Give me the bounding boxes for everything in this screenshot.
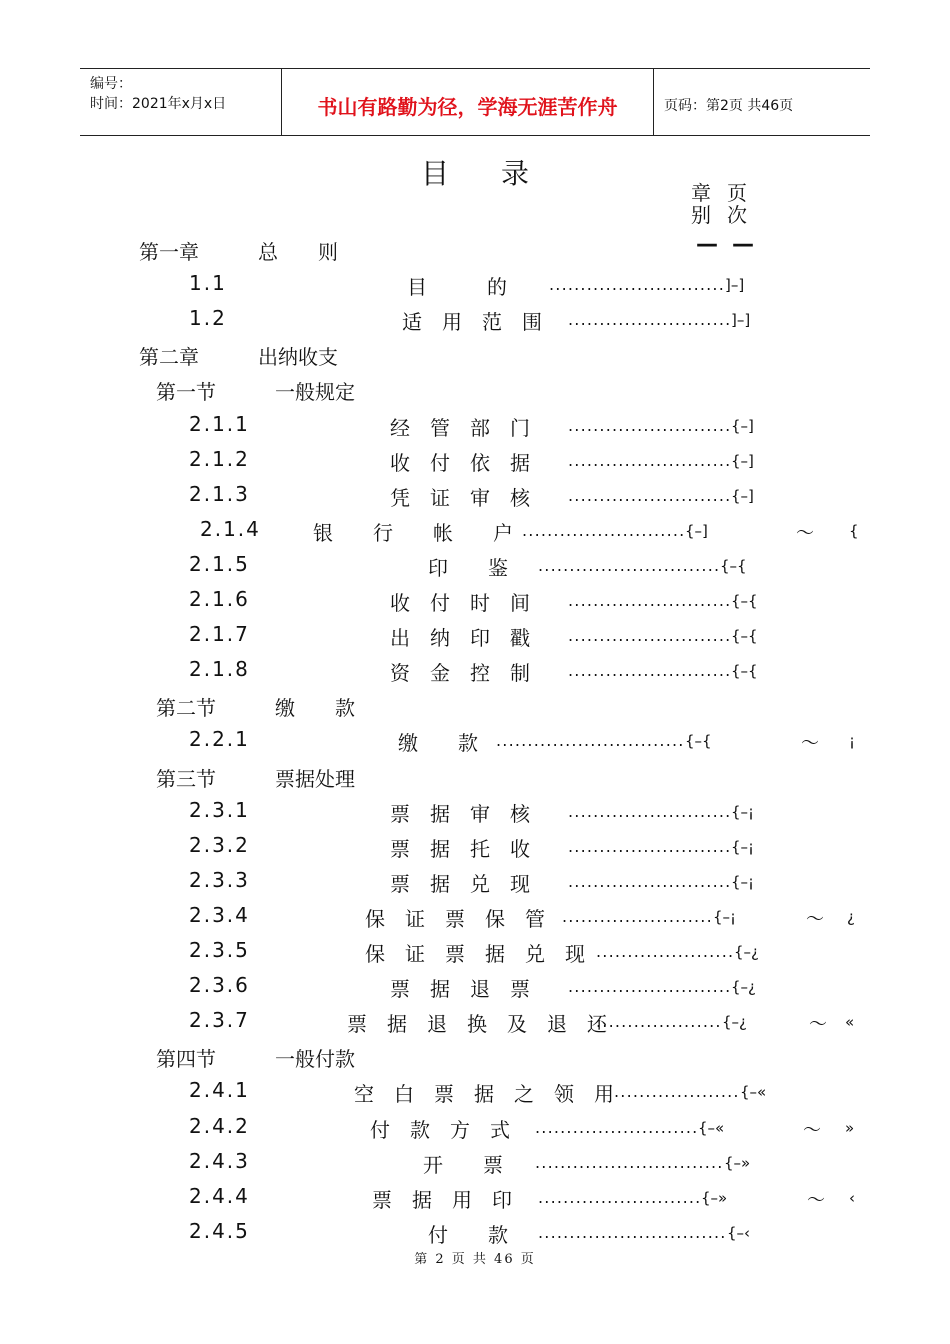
toc-dot-leader: .......................... — [568, 977, 732, 997]
toc-row — [0, 408, 950, 443]
toc-row — [0, 478, 950, 513]
toc-range-end: ¡ — [849, 732, 856, 751]
toc-entry-number: 2.1.7 — [189, 622, 250, 647]
toc-dot-leader: .............................. — [538, 1222, 727, 1242]
toc-page-ref: {–¡ — [731, 872, 755, 891]
toc-row — [0, 1110, 950, 1145]
toc-dot-leader: .............................. — [496, 731, 685, 751]
toc-entry-number: 2.1.5 — [189, 551, 250, 576]
toc-entry-title: 印 鉴 — [428, 555, 508, 580]
toc-entry-title: 票 据 审 核 — [390, 801, 530, 826]
toc-row — [0, 653, 950, 688]
toc-entry-title: 付 款 方 式 — [370, 1117, 510, 1142]
toc-entry-number: 2.3.6 — [189, 973, 250, 998]
toc-entry-title: 收 付 依 据 — [390, 450, 530, 475]
toc-entry-number: 2.4.1 — [189, 1078, 250, 1103]
toc-entry-number: 2.1.2 — [189, 446, 250, 471]
header-page-cell — [654, 69, 870, 135]
toc-entry-title: 保 证 票 保 管 — [365, 906, 545, 931]
toc-row — [0, 688, 950, 723]
toc-range-end: ‹ — [849, 1188, 855, 1207]
toc-dot-leader: ...................... — [596, 942, 735, 961]
toc-dot-leader: .......................... — [522, 520, 686, 540]
toc-dot-leader: .......................... — [568, 661, 732, 681]
toc-dot-leader: .......................... — [535, 1117, 699, 1137]
toc-range-tilde: ～ — [807, 1189, 825, 1211]
toc-entry-title: 开 票 — [423, 1152, 503, 1177]
header-meta-cell — [80, 69, 282, 135]
toc-title: 目录 — [420, 157, 581, 190]
toc-entry-number: 2.3.4 — [189, 902, 250, 927]
toc-dot-leader: .................... — [614, 1082, 740, 1102]
toc-row — [0, 1145, 950, 1180]
column-head-dash-page: — — [732, 232, 754, 257]
toc-range-end: { — [849, 521, 859, 540]
toc-page-ref: ]–] — [725, 276, 745, 295]
toc-entry-title: 收 付 时 间 — [390, 591, 530, 615]
toc-row — [0, 513, 950, 548]
toc-entry-number: 2.1.8 — [189, 657, 250, 682]
toc-row — [0, 302, 950, 337]
toc-entry-title: 凭 证 审 核 — [390, 485, 530, 510]
toc-row — [0, 548, 950, 583]
toc-row — [0, 583, 950, 618]
toc-row — [0, 618, 950, 653]
document-number-label: 编号： — [90, 76, 132, 92]
toc-dot-leader: .......................... — [568, 801, 732, 821]
toc-page-ref: {–] — [685, 521, 708, 540]
toc-row — [0, 934, 950, 969]
toc-entry-title: 票 据 托 收 — [390, 836, 530, 861]
toc-entry-title: 付 款 — [428, 1222, 508, 1247]
toc-entry-title: 出 纳 印 戳 — [390, 626, 530, 651]
toc-entry-number: 2.3.1 — [189, 797, 250, 822]
toc-entry-number: 1.2 — [189, 306, 227, 331]
toc-row — [0, 1039, 950, 1074]
toc-entry-number: 2.3.2 — [189, 832, 250, 857]
toc-entry-title: 适 用 范 围 — [402, 310, 542, 335]
column-head-page: 页 次 — [727, 181, 747, 227]
toc-entry-title: 票 据 兑 现 — [390, 871, 530, 896]
toc-entry-title: 目 的 — [407, 275, 507, 300]
toc-page-ref: {–¡ — [731, 802, 755, 821]
toc-entry-title: 一般规定 — [275, 380, 355, 405]
toc-row — [0, 759, 950, 794]
toc-dot-leader: .......................... — [568, 836, 732, 856]
toc-dot-leader: ............................ — [549, 275, 726, 295]
toc-dot-leader: ............................. — [538, 555, 721, 575]
toc-range-tilde: ～ — [796, 522, 814, 544]
document-time-label: 时间：2021年x月x日 — [90, 96, 227, 112]
toc-heading-label: 第二章 — [139, 345, 199, 370]
toc-range-tilde: ～ — [803, 1119, 821, 1141]
toc-row — [0, 829, 950, 864]
toc-entry-number: 2.4.3 — [189, 1148, 250, 1173]
toc-dot-leader: .......................... — [568, 871, 732, 891]
toc-dot-leader: .................... — [596, 1012, 722, 1032]
toc-dot-leader: .......................... — [568, 415, 732, 435]
toc-entry-title: 出纳收支 — [258, 345, 338, 370]
toc-page-ref: {–« — [740, 1083, 767, 1102]
toc-row — [0, 372, 950, 407]
toc-entry-number: 2.4.5 — [189, 1218, 250, 1243]
toc-page-ref: {–{ — [685, 732, 712, 751]
toc-row — [0, 794, 950, 829]
toc-entry-number: 1.1 — [189, 271, 227, 296]
toc-entry-title: 票 据 用 印 — [372, 1187, 512, 1212]
toc-entry-number: 2.1.4 — [200, 516, 261, 541]
toc-dot-leader: .............................. — [535, 1152, 724, 1172]
toc-page-ref: ]–] — [731, 311, 751, 330]
toc-dot-leader: .......................... — [568, 591, 732, 610]
toc-dot-leader: .......................... — [568, 310, 732, 330]
toc-range-end: « — [845, 1013, 855, 1032]
toc-row — [0, 899, 950, 934]
toc-heading-label: 第一章 — [139, 240, 199, 264]
document-header — [80, 68, 870, 136]
header-page-info: 页码：第2页 共46页 — [664, 98, 794, 114]
header-motto: 书山有路勤为径，学海无涯苦作舟 — [317, 95, 618, 119]
toc-entry-number: 2.3.7 — [189, 1008, 250, 1033]
toc-page-ref: {–{ — [731, 627, 758, 646]
toc-range-end: ¿ — [847, 907, 855, 926]
toc-range-tilde: ～ — [801, 733, 819, 755]
toc-row — [0, 864, 950, 899]
toc-range-tilde: ～ — [809, 1014, 827, 1036]
toc-entry-number: 2.2.1 — [189, 727, 250, 752]
toc-row — [0, 1074, 950, 1109]
toc-entry-number: 2.3.3 — [189, 867, 250, 892]
toc-entry-title: 经 管 部 门 — [390, 415, 530, 440]
toc-entry-title: 空 白 票 据 之 领 用 — [354, 1082, 614, 1107]
toc-entry-number: 2.1.3 — [189, 481, 250, 506]
toc-row — [0, 337, 950, 372]
toc-range-tilde: ～ — [806, 908, 824, 930]
toc-row — [0, 723, 950, 758]
toc-heading-label: 第二节 — [156, 696, 216, 721]
toc-entry-title: 票 据 退 票 — [390, 977, 530, 1002]
toc-entry-title: 缴 款 — [275, 696, 355, 721]
header-motto-cell — [282, 69, 654, 135]
toc-dot-leader: .......................... — [538, 1187, 702, 1207]
toc-page-ref: {–{ — [720, 556, 747, 575]
toc-heading-label: 第四节 — [156, 1047, 216, 1072]
toc-row — [0, 969, 950, 1004]
toc-page-ref: {–¿ — [734, 943, 760, 961]
toc-page-ref: {–{ — [731, 592, 758, 610]
toc-dot-leader: .......................... — [568, 485, 732, 505]
toc-page-ref: {–« — [698, 1118, 725, 1137]
toc-range-end: » — [845, 1118, 855, 1137]
toc-row — [0, 1215, 950, 1250]
column-head-chapter: 章 别 — [691, 181, 711, 227]
toc-page-ref: {–{ — [731, 662, 758, 681]
toc-dot-leader: ........................ — [562, 906, 713, 926]
page-footer: 第 2 页 共 46 页 — [414, 1252, 536, 1267]
toc-entry-title: 票 据 退 换 及 退 还 — [347, 1012, 607, 1037]
toc-heading-label: 第一节 — [156, 380, 216, 405]
toc-entry-title: 总 则 — [258, 240, 338, 264]
toc-entry-title: 缴 款 — [398, 731, 478, 756]
toc-page-ref: {–‹ — [727, 1223, 751, 1242]
toc-row — [0, 267, 950, 302]
toc-entry-title: 保 证 票 据 兑 现 — [365, 942, 585, 966]
toc-page-ref: {–¿ — [722, 1013, 748, 1032]
toc-page-ref: {–» — [701, 1188, 728, 1207]
toc-row — [0, 232, 950, 267]
toc-entry-number: 2.4.2 — [189, 1113, 250, 1138]
toc-entry-number: 2.1.1 — [189, 411, 250, 436]
toc-page-ref: {–¿ — [731, 978, 757, 997]
toc-page-ref: {–] — [731, 416, 754, 435]
toc-page-ref: {–] — [731, 486, 754, 505]
toc-row — [0, 1004, 950, 1039]
toc-row — [0, 1180, 950, 1215]
toc-entry-title: 银 行 帐 户 — [313, 520, 513, 545]
toc-dot-leader: .......................... — [568, 450, 732, 470]
toc-page-ref: {–» — [724, 1153, 751, 1172]
toc-page-ref: {–] — [731, 451, 754, 470]
toc-entry-title: 票据处理 — [275, 766, 355, 791]
toc-row — [0, 443, 950, 478]
toc-entry-number: 2.1.6 — [189, 587, 250, 611]
toc-entry-title: 一般付款 — [275, 1047, 355, 1072]
toc-entry-number: 2.3.5 — [189, 938, 250, 962]
toc-dot-leader: .......................... — [568, 626, 732, 646]
toc-heading-label: 第三节 — [156, 766, 216, 791]
toc-page-ref: {–¡ — [731, 837, 755, 856]
toc-entry-number: 2.4.4 — [189, 1183, 250, 1208]
column-head-dash-chapter: — — [696, 232, 718, 257]
toc-entry-title: 资 金 控 制 — [390, 661, 530, 686]
toc-page-ref: {–¡ — [713, 907, 737, 926]
